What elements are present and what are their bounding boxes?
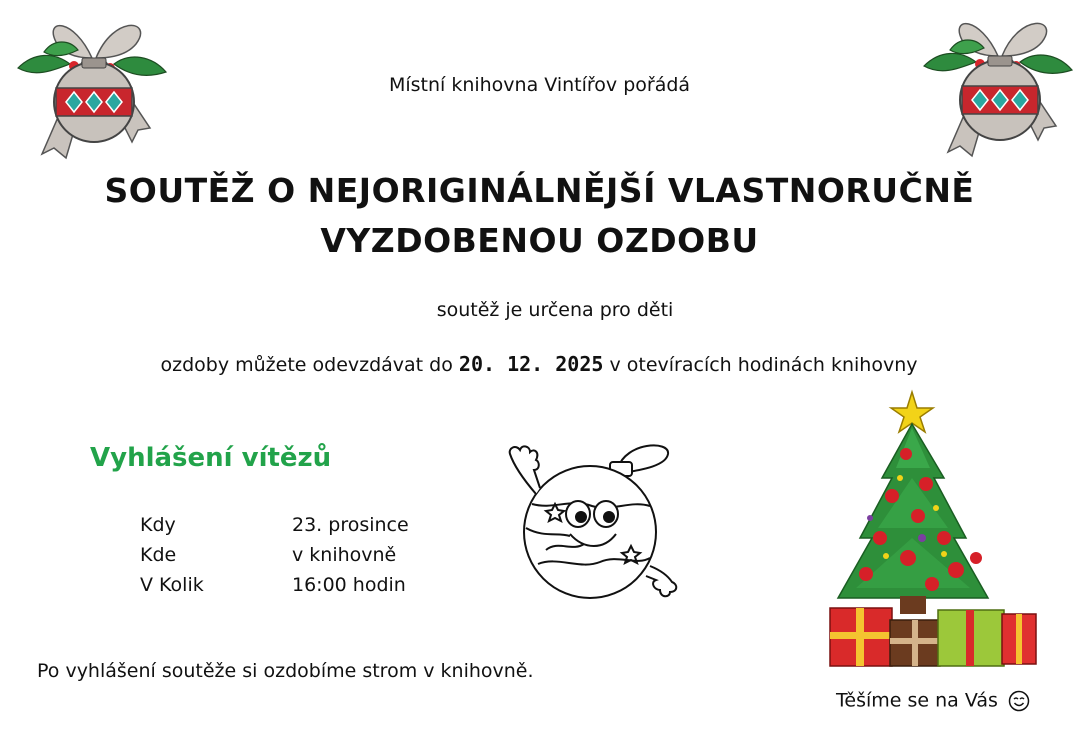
announcement-table [140, 510, 409, 600]
intended-for-line: soutěž je určena pro děti [436, 299, 674, 321]
row-label: Kdy [140, 514, 176, 536]
table-row [140, 510, 409, 540]
row-label: Kde [140, 544, 177, 566]
row-label: V Kolik [140, 574, 204, 596]
closing-text: Těšíme se na Vás [836, 689, 998, 712]
table-row [140, 540, 409, 570]
christmas-tree-icon [826, 388, 1040, 670]
title-line-2: VYZDOBENOU OZDOBU [320, 221, 759, 260]
cartoon-ornament-icon [500, 440, 685, 605]
smiley-icon [1008, 690, 1030, 712]
title-line-1: SOUTĚŽ O NEJORIGINÁLNĚJŠÍ VLASTNORUČNĚ [104, 171, 975, 210]
after-announcement-note: Po vyhlášení soutěže si ozdobíme strom v knihovně. [37, 660, 534, 682]
deadline-line [0, 352, 1078, 376]
closing-line [836, 689, 1030, 712]
organizer-line: Místní knihovna Vintířov pořádá [388, 74, 691, 96]
deadline-text-after: v otevíracích hodinách knihovny [609, 354, 918, 376]
row-value: 16:00 hodin [292, 574, 406, 596]
row-value: 23. prosince [292, 514, 409, 536]
winners-heading: Vyhlášení vítězů [90, 443, 332, 473]
deadline-text-before: ozdoby můžete odevzdávat do [160, 354, 453, 376]
table-row [140, 570, 409, 600]
deadline-date: 20. 12. 2025 [458, 352, 604, 376]
row-value: v knihovně [292, 544, 397, 566]
page-title [0, 166, 1079, 266]
